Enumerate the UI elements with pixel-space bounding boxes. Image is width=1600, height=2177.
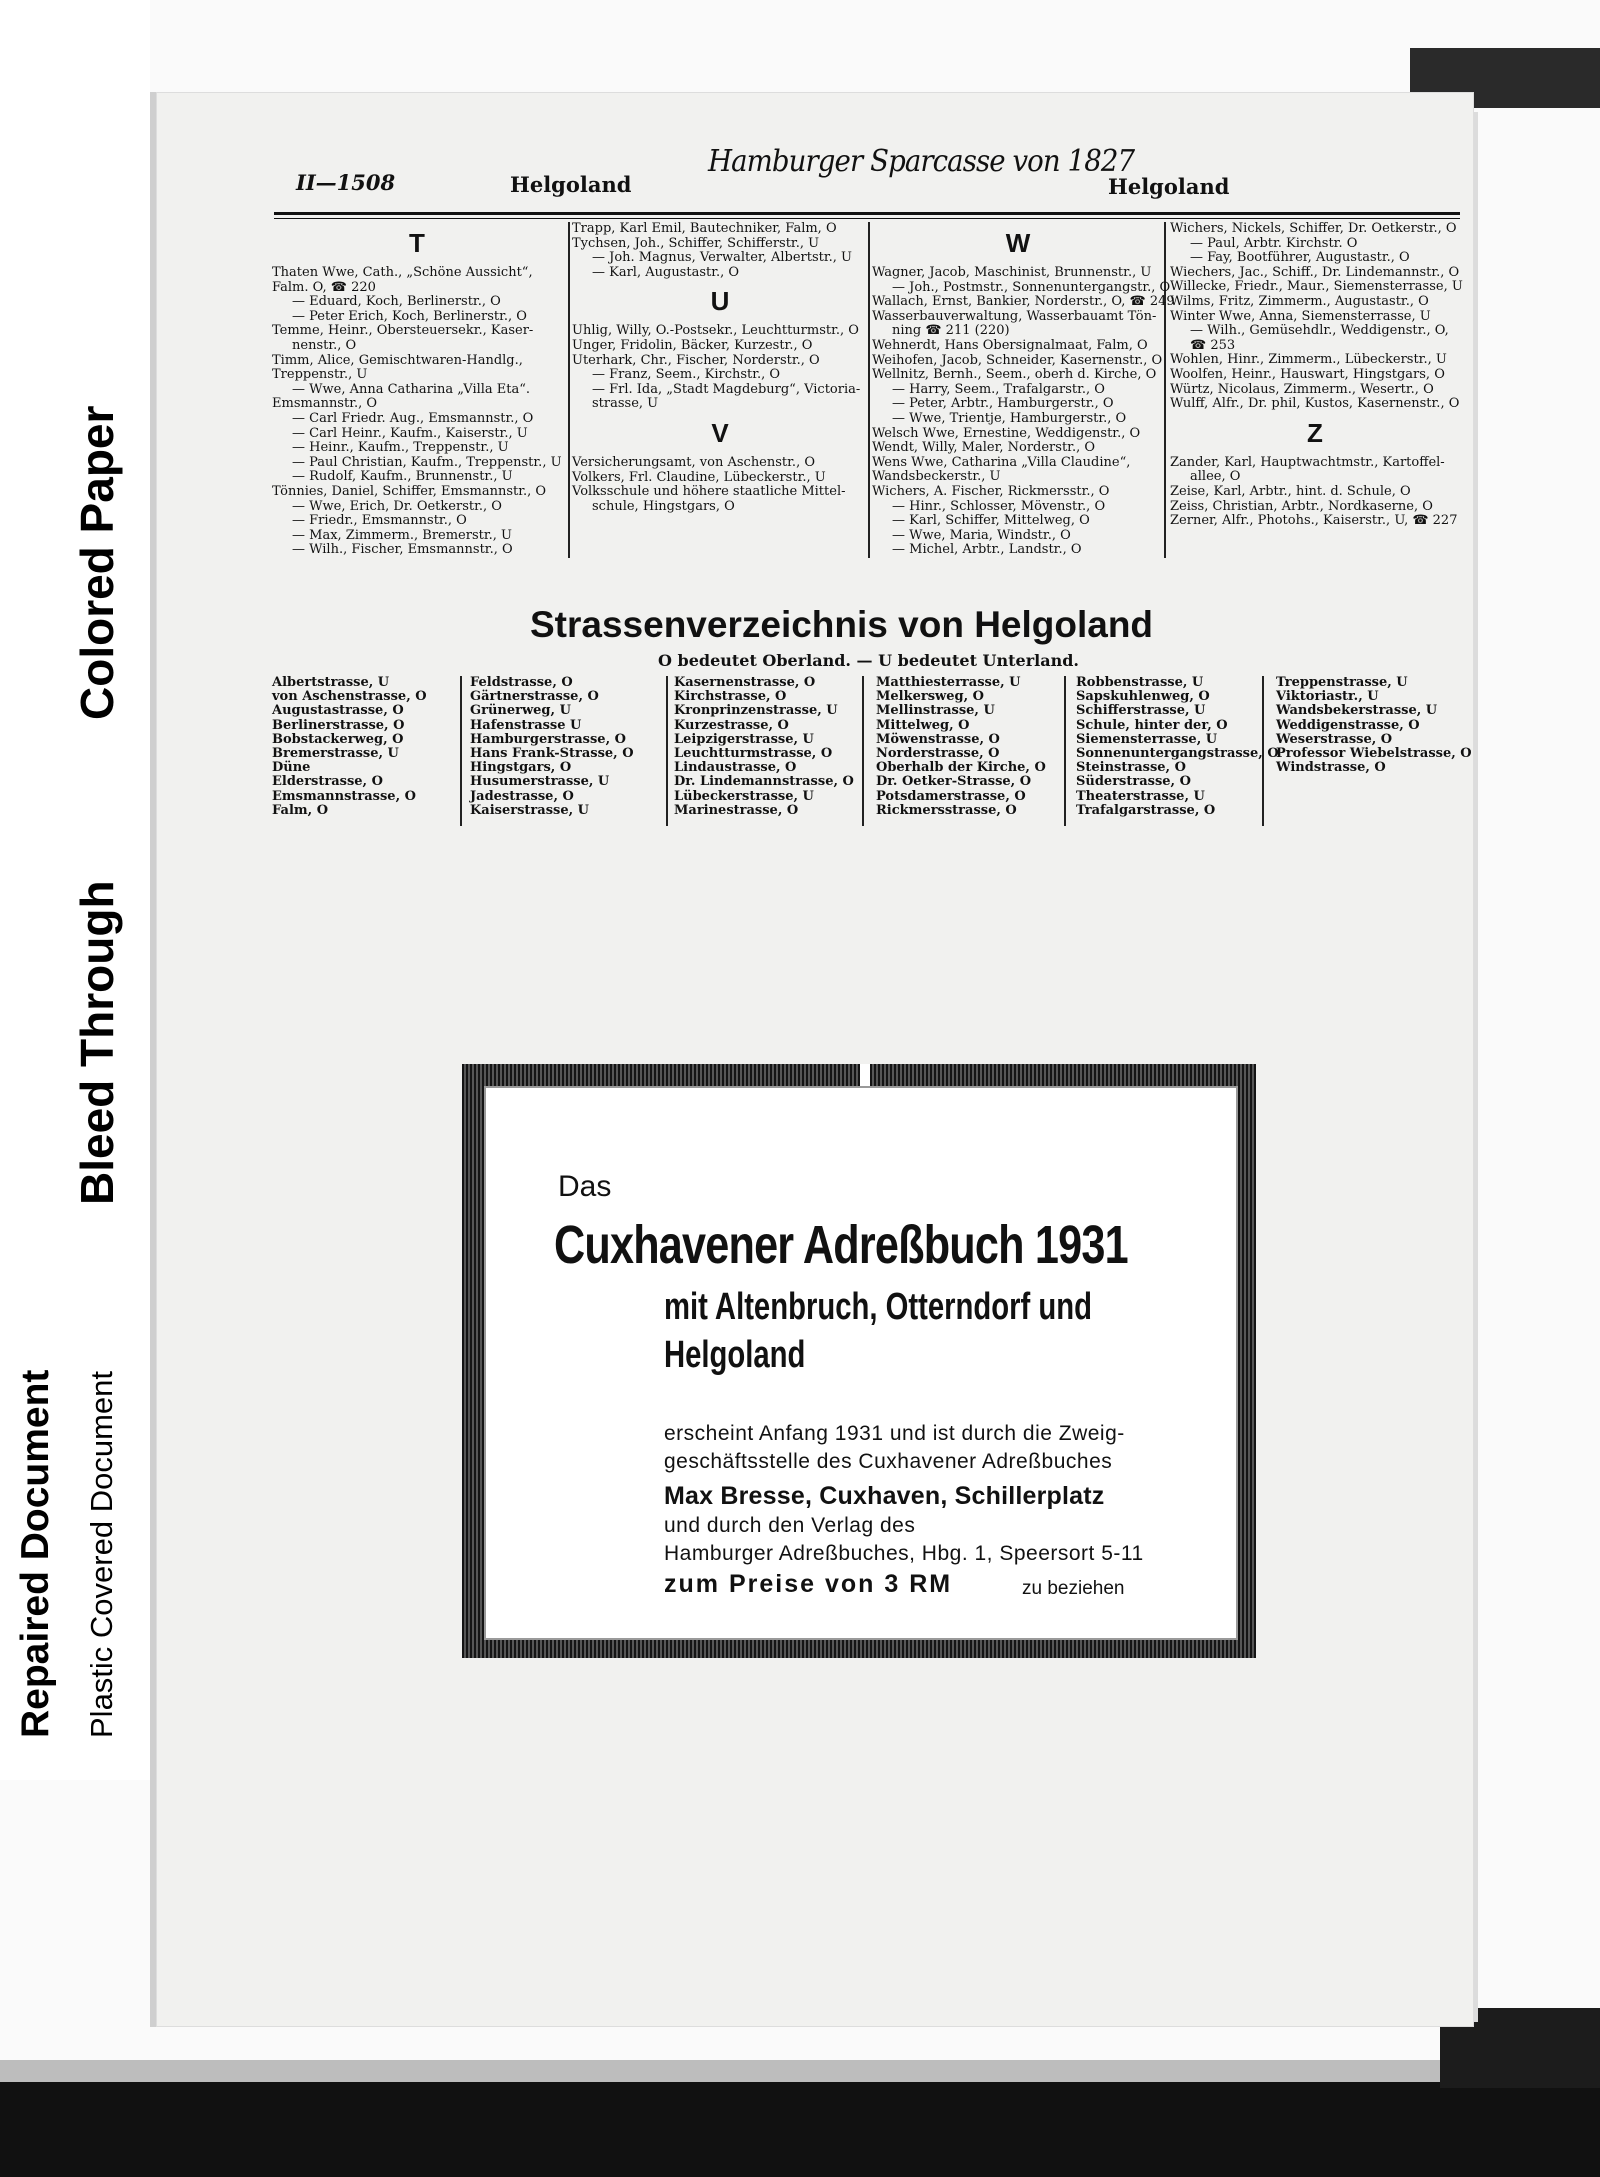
directory-entry: — Wilh., Gemüsehdlr., Weddigenstr., O, [1190, 323, 1449, 339]
ad-text-line: und durch den Verlag des [664, 1514, 916, 1537]
directory-entry: — Harry, Seem., Trafalgarstr., O [892, 381, 1105, 397]
directory-entry: — Paul Christian, Kaufm., Treppenstr., U [292, 454, 562, 470]
section-letter-t: T [409, 228, 425, 258]
directory-entry: — Franz, Seem., Kirchstr., O [592, 367, 781, 383]
directory-column-u-v [572, 222, 868, 514]
ad-text-line: erscheint Anfang 1931 und ist durch die Zweig- [664, 1422, 1125, 1445]
directory-entry: Thaten Wwe, Cath., „Schöne Aussicht“, [272, 265, 533, 280]
directory-entry: Timm, Alice, Gemischtwaren-Handlg., [272, 352, 523, 368]
directory-entry: — Joh. Magnus, Verwalter, Albertstr., U [592, 250, 853, 266]
street-entry: von Aschenstrasse, O [272, 689, 427, 705]
directory-entry: strasse, U [592, 396, 659, 412]
directory-entry: Zerner, Alfr., Photohs., Kaiserstr., U, ☎ 227 [1170, 513, 1458, 529]
directory-entry: — Wwe, Erich, Dr. Oetkerstr., O [292, 498, 502, 514]
street-entry: Viktoriastr., U [1276, 689, 1379, 705]
street-entry: Leuchtturmstrasse, O [674, 746, 833, 762]
street-column [1276, 676, 1472, 775]
label-plastic-covered: Plastic Covered Document [84, 1371, 119, 1738]
directory-entry: allee, O [1190, 469, 1241, 485]
scan-bottom-strip [0, 2060, 1600, 2084]
directory-entry: — Paul, Arbtr. Kirchstr. O [1190, 235, 1358, 251]
streets-legend: O bedeutet Oberland. — U bedeutet Unterland. [658, 651, 1079, 670]
street-entry: Möwenstrasse, O [876, 731, 1000, 747]
street-entry: Professor Wiebelstrasse, O [1276, 746, 1472, 762]
directory-entry: — Hinr., Schlosser, Mövenstr., O [892, 498, 1106, 514]
street-entry: Dr. Oetker-Strasse, O [876, 774, 1032, 790]
label-bleed-through: Bleed Through [71, 880, 123, 1205]
page-header [296, 144, 1458, 214]
street-entry: Bobstackerweg, O [272, 731, 404, 747]
directory-entry: Zander, Karl, Hauptwachtmstr., Kartoffel- [1170, 454, 1445, 470]
directory-entry: Volkers, Frl. Claudine, Lübeckerstr., U [572, 469, 826, 485]
directory-entry: Uterhark, Chr., Fischer, Norderstr., O [572, 352, 820, 368]
ad-title: Cuxhavener Adreßbuch 1931 [554, 1215, 1128, 1275]
directory-entry: — Rudolf, Kaufm., Brunnenstr., U [292, 469, 513, 485]
street-entry: Theaterstrasse, U [1076, 788, 1205, 804]
street-entry: Windstrasse, O [1276, 760, 1386, 776]
street-entry: Falm, O [272, 802, 329, 818]
ad-panel [486, 1088, 1236, 1638]
street-entry: Lindaustrasse, O [674, 760, 797, 776]
directory-entry: Willecke, Friedr., Maur., Siemensterrasse, U [1170, 279, 1463, 295]
street-entry: Kirchstrasse, O [674, 689, 787, 705]
ad-price-suffix: zu beziehen [1022, 1578, 1125, 1599]
directory-entry: ☎ 253 [1190, 337, 1236, 353]
directory-entry: Tönnies, Daniel, Schiffer, Emsmannstr., O [272, 483, 547, 499]
directory-column-w-z [1170, 221, 1463, 529]
street-entry: Wandsbekerstrasse, U [1276, 703, 1438, 719]
directory-entry: — Karl, Augustastr., O [592, 264, 740, 280]
directory-entry: Versicherungsamt, von Aschenstr., O [572, 454, 815, 470]
street-entry: Gärtnerstrasse, O [470, 689, 599, 705]
ad-subtitle-1: mit Altenbruch, Otterndorf und [664, 1286, 1093, 1328]
street-entry: Mittelweg, O [876, 717, 970, 733]
street-entry: Norderstrasse, O [876, 746, 1000, 762]
street-entry: Augustastrasse, O [272, 703, 404, 719]
street-entry: Sapskuhlenweg, O [1076, 689, 1210, 705]
street-entry: Düne [272, 760, 311, 776]
directory-entry: Wehnerdt, Hans Obersignalmaat, Falm, O [872, 337, 1148, 353]
directory-entry: Woolfen, Heinr., Hauswart, Hingstgars, O [1170, 366, 1445, 382]
directory-entry: — Eduard, Koch, Berlinerstr., O [292, 294, 501, 310]
street-entry: Kaiserstrasse, U [470, 802, 589, 818]
street-entry: Kasernenstrasse, O [674, 675, 816, 690]
street-entry: Grünerweg, U [470, 703, 571, 719]
street-entry: Kurzestrasse, O [674, 717, 789, 733]
directory-entry: Wulff, Alfr., Dr. phil, Kustos, Kasernenstr., O [1170, 396, 1460, 412]
label-repaired-document: Repaired Document [14, 1369, 57, 1738]
directory-entry: Wellnitz, Bernh., Seem., oberh d. Kirche, O [872, 367, 1157, 383]
ad-contact-line: Max Bresse, Cuxhaven, Schillerplatz [664, 1482, 1105, 1510]
street-column [272, 676, 427, 818]
street-entry: Hamburgerstrasse, O [470, 731, 626, 747]
directory-entry: — Fay, Bootführer, Augustastr., O [1190, 250, 1410, 266]
street-entry: Matthiesterrasse, U [876, 675, 1021, 690]
ad-border-mark [860, 1064, 870, 1088]
street-column [470, 676, 634, 818]
directory-entry: Emsmannstr., O [272, 396, 378, 412]
directory-entry: — Michel, Arbtr., Landstr., O [892, 542, 1082, 558]
directory-entry: Würtz, Nicolaus, Zimmerm., Wesertr., O [1170, 381, 1434, 397]
street-entry: Hans Frank-Strasse, O [470, 746, 634, 762]
street-entry: Elderstrasse, O [272, 774, 383, 790]
directory-entry: — Wwe, Trientje, Hamburgerstr., O [892, 410, 1127, 426]
directory-entry: Zeiss, Christian, Arbtr., Nordkaserne, O [1170, 498, 1433, 514]
directory-entry: Trapp, Karl Emil, Bautechniker, Falm, O [572, 221, 837, 236]
directory-entry: Wichers, Nickels, Schiffer, Dr. Oetkerstr., O [1170, 221, 1457, 236]
street-entry: Berlinerstrasse, O [272, 717, 405, 733]
directory-entry: — Peter, Arbtr., Hamburgerstr., O [892, 396, 1114, 412]
street-entry: Bremerstrasse, U [272, 746, 399, 762]
directory-entry: — Karl, Schiffer, Mittelweg, O [892, 513, 1090, 529]
street-entry: Treppenstrasse, U [1276, 675, 1408, 690]
section-letter-v: V [711, 417, 729, 448]
directory-listing [270, 221, 1463, 562]
street-entry: Weserstrasse, O [1276, 731, 1393, 747]
ad-text-line: geschäftsstelle des Cuxhavener Adreßbuches [664, 1450, 1113, 1473]
street-entry: Marinestrasse, O [674, 802, 799, 818]
directory-entry: Temme, Heinr., Obersteuersekr., Kaser- [272, 323, 534, 339]
label-colored-paper: Colored Paper [71, 405, 123, 720]
directory-entry: — Wilh., Fischer, Emsmannstr., O [292, 542, 513, 558]
advertisement [462, 1064, 1256, 1658]
directory-entry: Wagner, Jacob, Maschinist, Brunnenstr., U [872, 265, 1152, 280]
directory-column-w [872, 222, 1175, 558]
street-entry: Kronprinzenstrasse, U [674, 703, 838, 719]
section-letter-z: Z [1307, 417, 1323, 448]
directory-entry: — Carl Heinr., Kaufm., Kaiserstr., U [292, 425, 528, 441]
street-entry: Emsmannstrasse, O [272, 788, 416, 804]
ad-price-line: zum Preise von 3 RM [664, 1570, 953, 1598]
directory-entry: Wasserbauverwaltung, Wasserbauamt Tön- [872, 308, 1157, 324]
directory-entry: Wiechers, Jac., Schiff., Dr. Lindemannstr., O [1170, 264, 1460, 280]
street-entry: Potsdamerstrasse, O [876, 788, 1026, 804]
scan-bottom-bar [0, 2082, 1600, 2177]
section-letter-u: U [710, 286, 730, 317]
directory-entry: Wilms, Fritz, Zimmerm., Augustastr., O [1170, 293, 1429, 309]
street-entry: Siemensterrasse, U [1076, 731, 1218, 747]
street-entry: Lübeckerstrasse, U [674, 788, 814, 804]
header-rule [274, 212, 1460, 215]
directory-entry: Falm. O, ☎ 220 [272, 279, 376, 295]
directory-entry: schule, Hingstgars, O [592, 498, 735, 514]
section-letter-w: W [1005, 228, 1031, 258]
directory-entry: — Heinr., Kaufm., Treppenstr., U [292, 440, 509, 456]
directory-entry: — Max, Zimmerm., Bremerstr., U [292, 527, 512, 543]
street-entry: Feldstrasse, O [470, 675, 573, 690]
street-entry: Schifferstrasse, U [1076, 703, 1206, 719]
directory-entry: ning ☎ 211 (220) [892, 323, 1010, 339]
directory-entry: — Frl. Ida, „Stadt Magdeburg“, Victoria- [592, 381, 861, 397]
street-column [674, 676, 854, 818]
street-entry: Sonnenuntergangstrasse, O [1076, 746, 1279, 762]
street-index [270, 675, 1472, 840]
directory-entry: — Joh., Postmstr., Sonnenuntergangstr., O [892, 279, 1171, 295]
street-entry: Dr. Lindemannstrasse, O [674, 774, 854, 790]
ad-text-line: Hamburger Adreßbuches, Hbg. 1, Speersort 5-11 [664, 1542, 1144, 1565]
ad-das: Das [558, 1170, 612, 1203]
directory-entry: Winter Wwe, Anna, Siemensterrasse, U [1170, 308, 1431, 324]
street-entry: Trafalgarstrasse, O [1076, 802, 1216, 818]
directory-entry: Tychsen, Joh., Schiffer, Schifferstr., U [572, 235, 820, 251]
street-entry: Leipzigerstrasse, U [674, 731, 814, 747]
bank-logo: Hamburger Sparcasse von 1827 [708, 144, 1135, 179]
directory-entry: Wichers, A. Fischer, Rickmersstr., O [872, 483, 1110, 499]
streets-title: Strassenverzeichnis von Helgoland [530, 604, 1154, 645]
street-entry: Albertstrasse, U [272, 675, 390, 690]
street-entry: Rickmersstrasse, O [876, 802, 1017, 818]
directory-entry: Wohlen, Hinr., Zimmerm., Lübeckerstr., U [1170, 352, 1447, 368]
directory-entry: Wallach, Ernst, Bankier, Norderstr., O, ☎ 249 [872, 294, 1175, 310]
street-entry: Melkersweg, O [876, 689, 984, 705]
directory-entry: Welsch Wwe, Ernestine, Weddigenstr., O [872, 425, 1141, 441]
directory-entry: — Wwe, Anna Catharina „Villa Eta“. [292, 381, 531, 397]
directory-entry: nenstr., O [292, 337, 357, 353]
directory-entry: Wandsbeckerstr., U [872, 469, 1001, 485]
directory-entry: Weihofen, Jacob, Schneider, Kasernenstr., O [872, 352, 1163, 368]
directory-entry: — Friedr., Emsmannstr., O [292, 513, 467, 529]
directory-entry: — Peter Erich, Koch, Berlinerstr., O [292, 308, 527, 324]
directory-entry: Wendt, Willy, Maler, Norderstr., O [872, 440, 1096, 456]
page-number: II—1508 [296, 170, 396, 195]
street-entry: Schule, hinter der, O [1076, 717, 1228, 733]
street-entry: Süderstrasse, O [1076, 774, 1191, 790]
header-location-left: Helgoland [510, 172, 632, 197]
street-entry: Robbenstrasse, U [1076, 675, 1204, 690]
street-entry: Hafenstrasse U [470, 717, 582, 733]
street-entry: Steinstrasse, O [1076, 760, 1186, 776]
directory-column-t [272, 222, 562, 558]
directory-entry: — Carl Friedr. Aug., Emsmannstr., O [292, 410, 534, 426]
directory-entry: — Wwe, Maria, Windstr., O [892, 527, 1071, 543]
header-location-right: Helgoland [1108, 174, 1230, 199]
street-entry: Husumerstrasse, U [470, 774, 610, 790]
street-entry: Jadestrasse, O [470, 788, 574, 804]
side-labels [0, 0, 150, 1780]
directory-entry: Zeise, Karl, Arbtr., hint. d. Schule, O [1170, 483, 1411, 499]
street-column [1076, 676, 1279, 818]
street-entry: Weddigenstrasse, O [1276, 717, 1420, 733]
directory-entry: Uhlig, Willy, O.-Postsekr., Leuchtturmstr., O [572, 323, 859, 339]
directory-entry: Treppenstr., U [272, 367, 368, 383]
directory-entry: Unger, Fridolin, Bäcker, Kurzestr., O [572, 337, 813, 353]
directory-entry: Volksschule und höhere staatliche Mittel- [572, 484, 846, 500]
header-rule-thin [274, 218, 1460, 219]
directory-entry: Wens Wwe, Catharina „Villa Claudine“, [872, 454, 1131, 470]
street-entry: Oberhalb der Kirche, O [876, 760, 1046, 776]
street-entry: Hingstgars, O [470, 760, 572, 776]
street-entry: Mellinstrasse, U [876, 703, 995, 719]
ad-subtitle-2: Helgoland [664, 1334, 806, 1376]
street-column [876, 676, 1046, 818]
